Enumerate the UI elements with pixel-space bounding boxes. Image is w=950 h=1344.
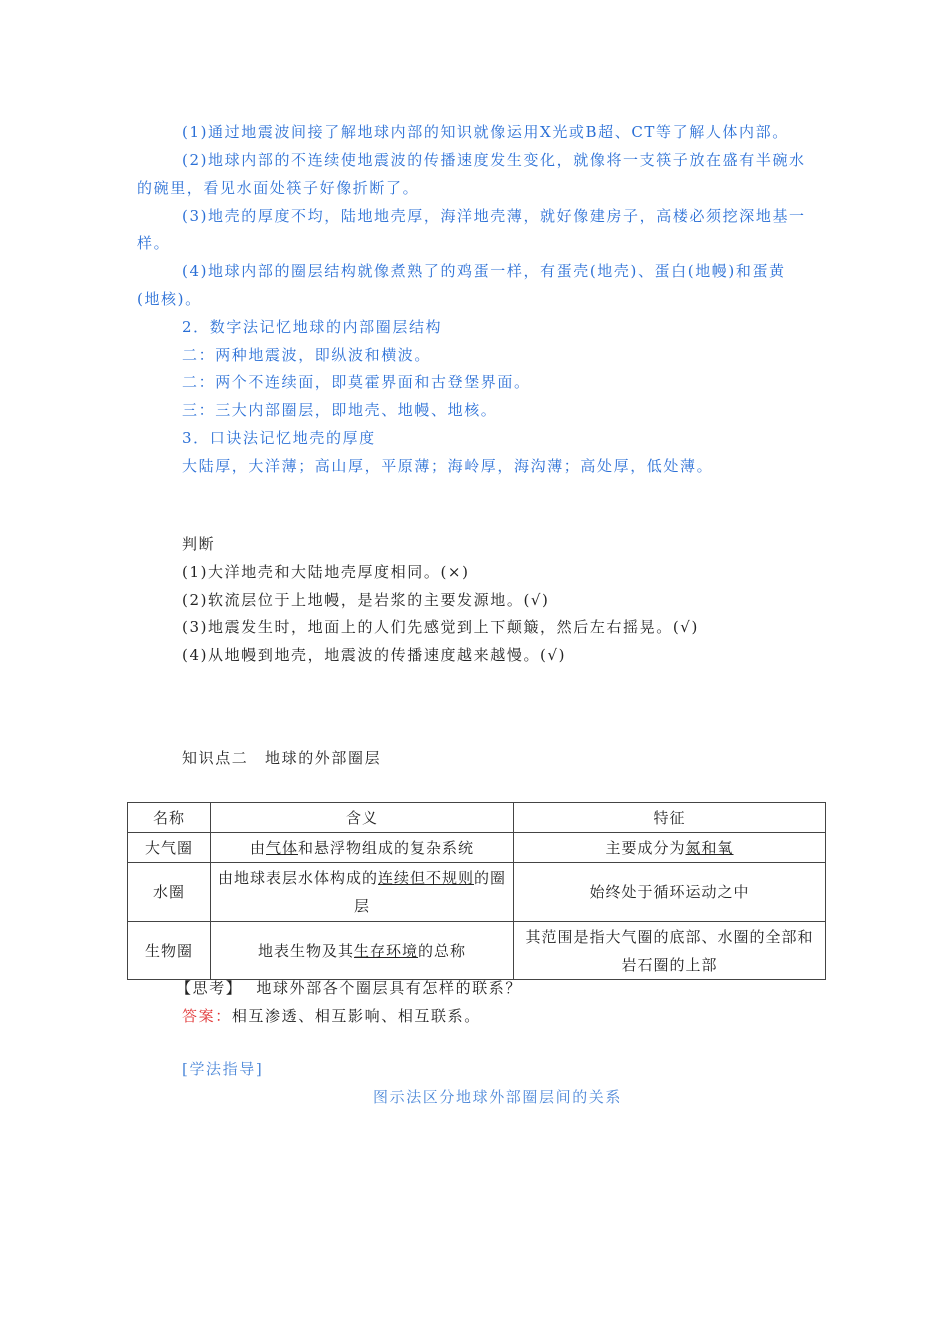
tip-heading: 2．数字法记忆地球的内部圈层结构 xyxy=(182,318,443,336)
judge-title: 判断 xyxy=(182,535,216,553)
cell-meaning: 地表生物及其生存环境的总称 xyxy=(211,922,514,980)
tip-heading: 3．口诀法记忆地壳的厚度 xyxy=(182,429,376,447)
judge-item: (3)地震发生时，地面上的人们先感觉到上下颠簸，然后左右摇晃。(√) xyxy=(182,618,699,636)
cell-feature: 始终处于循环运动之中 xyxy=(514,863,826,922)
tip-line: 二：两种地震波，即纵波和横波。 xyxy=(182,346,432,364)
guide-label: [学法指导] xyxy=(182,1060,264,1078)
judge-item: (1)大洋地壳和大陆地壳厚度相同。(×) xyxy=(182,563,470,581)
cell-name: 生物圈 xyxy=(128,922,211,980)
spheres-table xyxy=(127,802,826,980)
cell-meaning: 由气体和悬浮物组成的复杂系统 xyxy=(211,833,514,863)
header-feature: 特征 xyxy=(514,803,826,833)
table-row xyxy=(128,833,826,863)
tip-line: 样。 xyxy=(137,234,171,252)
table-row xyxy=(128,863,826,922)
judge-item: (2)软流层位于上地幔，是岩浆的主要发源地。(√) xyxy=(182,591,550,609)
tip-line: 三：三大内部圈层，即地壳、地幔、地核。 xyxy=(182,401,498,419)
cell-name: 大气圈 xyxy=(128,833,211,863)
tip-line: (2)地球内部的不连续使地震波的传播速度发生变化，就像将一支筷子放在盛有半碗水 xyxy=(182,151,806,169)
table-row xyxy=(128,922,826,980)
tip-line: (1)通过地震波间接了解地球内部的知识就像运用X光或B超、CT等了解人体内部。 xyxy=(182,123,789,141)
think-answer: 答案：相互渗透、相互影响、相互联系。 xyxy=(182,1007,481,1025)
section-title: 知识点二 地球的外部圈层 xyxy=(182,749,382,767)
tip-line: 的碗里，看见水面处筷子好像折断了。 xyxy=(137,179,420,197)
cell-feature: 主要成分为氮和氧 xyxy=(514,833,826,863)
tip-line: (地核)。 xyxy=(137,290,202,308)
tip-line: 二：两个不连续面，即莫霍界面和古登堡界面。 xyxy=(182,373,531,391)
tip-line: (3)地壳的厚度不均，陆地地壳厚，海洋地壳薄，就好像建房子，高楼必须挖深地基一 xyxy=(182,207,806,225)
header-meaning: 含义 xyxy=(211,803,514,833)
judge-item: (4)从地幔到地壳，地震波的传播速度越来越慢。(√) xyxy=(182,646,567,664)
tip-line: (4)地球内部的圈层结构就像煮熟了的鸡蛋一样，有蛋壳(地壳)、蛋白(地幔)和蛋黄 xyxy=(182,262,786,280)
think-question: 【思考】 地球外部各个圈层具有怎样的联系？ xyxy=(176,979,523,997)
cell-feature: 其范围是指大气圈的底部、水圈的全部和岩石圈的上部 xyxy=(514,922,826,980)
guide-title: 图示法区分地球外部圈层间的关系 xyxy=(373,1088,623,1106)
tip-line: 大陆厚，大洋薄；高山厚，平原薄；海岭厚，海沟薄；高处厚，低处薄。 xyxy=(182,457,714,475)
header-name: 名称 xyxy=(128,803,211,833)
cell-name: 水圈 xyxy=(128,863,211,922)
cell-meaning: 由地球表层水体构成的连续但不规则的圈层 xyxy=(211,863,514,922)
